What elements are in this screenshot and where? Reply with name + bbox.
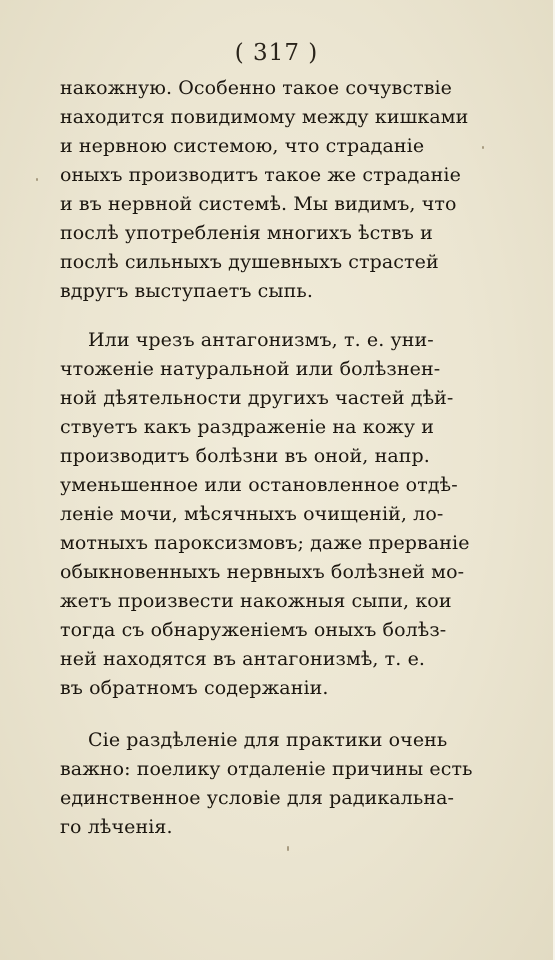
paper-speck [482,146,484,149]
paragraph-1 [60,76,480,302]
text-line: оныхъ производитъ такое же страданіе [60,164,461,186]
text-line: и въ нервной системѣ. Мы видимъ, что [60,193,457,215]
text-line: ной дѣятельности другихъ частей дѣй- [60,387,454,409]
text-line: обыкновенныхъ нервныхъ болѣзней мо- [60,561,465,583]
text-line: и нервною системою, что страданіе [60,135,425,157]
text-line: накожную. Особенно такое сочувствіе [60,77,453,99]
text-line: ней находятся въ антагонизмѣ, т. е. [60,648,426,670]
text-line: мотныхъ пароксизмовъ; даже прерваніе [60,532,470,554]
paragraph-3 [60,728,480,840]
text-line: уменьшенное или остановленное отдѣ- [60,474,458,496]
text-line: вдругъ выступаетъ сыпь. [60,280,313,302]
paragraph-2 [60,328,480,699]
page-number: ( 317 ) [234,40,319,66]
text-line: Или чрезъ антагонизмъ, т. е. уни- [88,329,434,351]
text-line: единственное условіе для радикальна- [60,787,455,809]
text-line: Сіе раздѣленіе для практики очень [88,729,448,751]
text-line: въ обратномъ содержаніи. [60,677,329,699]
paper-speck [287,846,289,851]
text-line: ствуетъ какъ раздраженіе на кожу и [60,416,435,438]
text-line: находится повидимому между кишками [60,106,469,128]
text-line: послѣ сильныхъ душевныхъ страстей [60,251,439,273]
text-line: послѣ употребленія многихъ ѣствъ и [60,222,433,244]
text-line: жетъ произвести накожныя сыпи, кои [60,590,452,612]
text-line: леніе мочи, мѣсячныхъ очищеній, ло- [60,503,444,525]
text-line: го лѣченія. [60,816,173,838]
text-line: производитъ болѣзни въ оной, напр. [60,445,430,467]
text-line: тогда съ обнаруженіемъ оныхъ болѣз- [60,619,447,641]
text-line: важно: поелику отдаленіе причины есть [60,758,473,780]
text-line: чтоженіе натуральной или болѣзнен- [60,358,441,380]
paper-speck [36,178,38,181]
